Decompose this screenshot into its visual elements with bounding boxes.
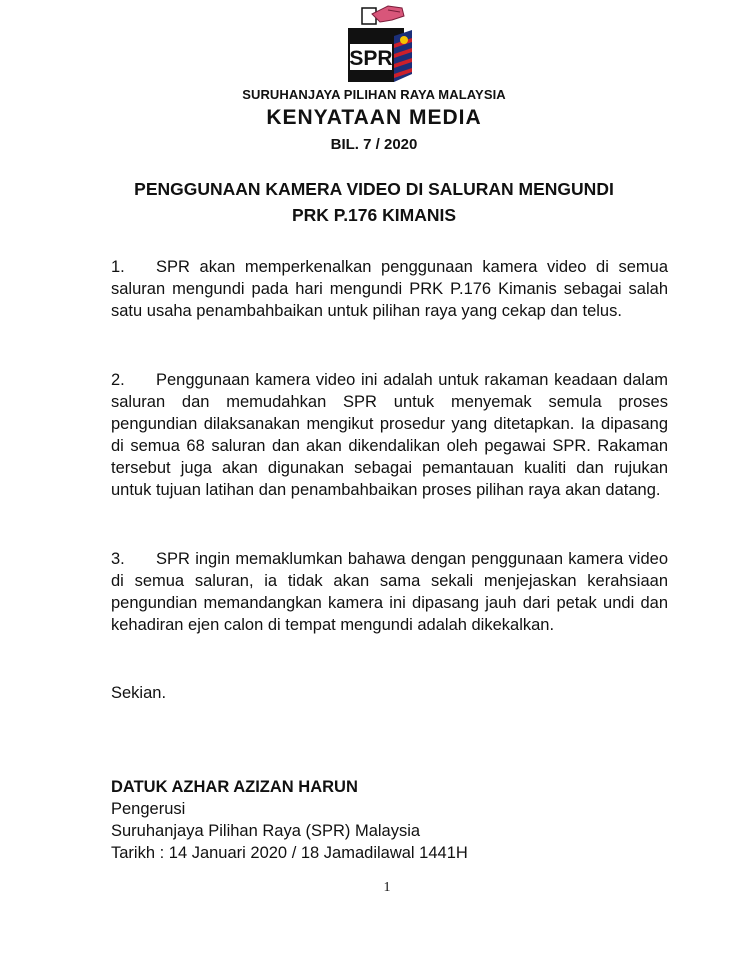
title-line-1: PENGGUNAAN KAMERA VIDEO DI SALURAN MENGUNDI — [134, 179, 614, 199]
signatory-position: Pengerusi — [111, 800, 186, 818]
page-number: 1 — [383, 880, 391, 895]
hand-icon — [372, 6, 404, 22]
paragraph-1 — [111, 256, 668, 322]
signature-block — [111, 776, 468, 864]
paragraph-2 — [111, 369, 668, 501]
paragraph-number: 1. — [111, 258, 125, 276]
spr-logo — [342, 4, 420, 86]
title-line-2: PRK P.176 KIMANIS — [291, 205, 457, 225]
document-type: KENYATAAN MEDIA — [266, 106, 482, 129]
signatory-organisation: Suruhanjaya Pilihan Raya (SPR) Malaysia — [111, 822, 421, 840]
paragraph-3 — [111, 548, 668, 636]
paragraph-text: Penggunaan kamera video ini adalah untuk rakaman keadaan dalam saluran dan memudahkan SPR untuk menyemak semula proses pengundian dilaksanakan mengikut prosedur yang ditetapkan. Ia dipasang di semua 68 saluran dan akan dikendalikan oleh pegawai SPR. Rakaman tersebut juga akan digunakan sebagai pemantauan kualiti dan rujukan untuk tujuan latihan dan penambahbaikan proses pilihan raya akan datang. — [111, 371, 668, 499]
document-number: BIL. 7 / 2020 — [330, 136, 418, 153]
paragraph-number: 2. — [111, 371, 125, 389]
signatory-name: DATUK AZHAR AZIZAN HARUN — [111, 778, 358, 796]
document-date: Tarikh : 14 Januari 2020 / 18 Jamadilawal 1441H — [111, 844, 468, 862]
organisation-name: SURUHANJAYA PILIHAN RAYA MALAYSIA — [242, 87, 506, 102]
paragraph-number: 3. — [111, 550, 125, 568]
logo-text: SPR — [349, 47, 393, 70]
paragraph-text: SPR akan memperkenalkan penggunaan kamera video di semua saluran mengundi pada hari mengundi PRK P.176 Kimanis sebagai salah satu usaha penambahbaikan untuk pilihan raya yang cekap dan telus. — [111, 258, 668, 320]
closing-text: Sekian. — [111, 684, 167, 702]
paragraph-text: SPR ingin memaklumkan bahawa dengan penggunaan kamera video di semua saluran, ia tidak akan sama sekali menjejaskan kerahsiaan pengundian memandangkan kamera ini dipasang jauh dari petak undi dan kehadiran ejen calon di tempat mengundi adalah dikekalkan. — [111, 550, 668, 634]
